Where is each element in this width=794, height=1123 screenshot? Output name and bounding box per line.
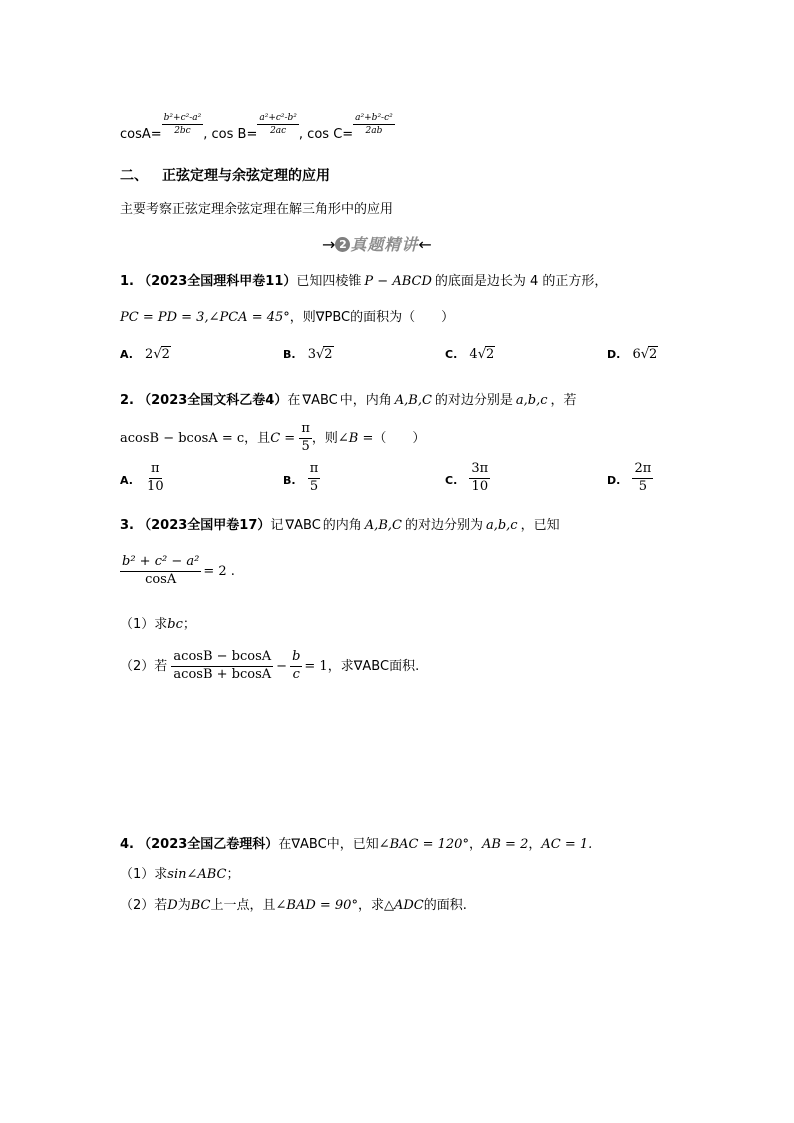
q4-part1-expr: sin∠ABC [167, 867, 227, 882]
q4-triangle: ∇ABC [291, 837, 327, 852]
question-2 [120, 389, 577, 408]
q3-part-1 [120, 613, 196, 632]
cosC-fraction [353, 113, 395, 137]
option-numerator: π [308, 462, 321, 479]
question-1 [120, 270, 607, 289]
option-coefficient: 2 [145, 347, 154, 362]
q4-number: 4. [120, 837, 134, 852]
cosA-denominator: 2bc [174, 126, 191, 137]
q2-angles: A,B,C [394, 393, 432, 408]
option-numerator: π [149, 462, 162, 479]
q3-denominator: cosA [145, 571, 177, 587]
q3-part1-end: ； [182, 617, 196, 632]
q1-option-a[interactable] [120, 346, 171, 362]
q3-part2-denominator-2: c [292, 666, 300, 682]
q3-part2-triangle: ∇ABC [353, 658, 390, 674]
q1-triangle: ∇PBC [315, 310, 351, 325]
q1-option-d[interactable] [607, 346, 658, 362]
q3-part2-numerator-2: b [290, 650, 302, 667]
section-description: 主要考察正弦定理余弦定理在解三角形中的应用 [120, 202, 394, 217]
q3-text-3: 的对边分别为 [404, 518, 483, 533]
q3-fraction [120, 555, 201, 588]
q3-part2-minus: − [276, 658, 288, 674]
option-label: B. [283, 348, 296, 361]
q1-source: （2023全国理科甲卷11） [138, 274, 297, 289]
q2-text-6: ，则 [311, 430, 338, 446]
option-label: A. [120, 348, 133, 361]
option-label: C. [445, 348, 458, 361]
question-1-line-2 [120, 306, 454, 325]
exam-banner [322, 232, 432, 255]
q1-option-b[interactable] [283, 346, 334, 362]
q3-part2-fraction [171, 650, 273, 683]
banner-arrow-right: ← [418, 235, 432, 254]
option-fraction [469, 462, 490, 495]
q4-condition-1: ∠BAC = 120° [378, 837, 469, 852]
q4-text-2: 中，已知 [326, 837, 379, 852]
q3-part-2 [120, 650, 419, 683]
q4-part2-text-1: 为 [177, 898, 191, 913]
q2-option-a[interactable] [120, 462, 166, 495]
q1-option-c[interactable] [445, 346, 495, 362]
q2-text-7: （ ） [373, 430, 426, 446]
q4-sep-2: ， [528, 837, 542, 852]
q4-part2-d: D [167, 898, 178, 913]
q2-equation: acosB − bcosA = c [120, 430, 245, 446]
q3-text-4: ，已知 [520, 518, 560, 533]
option-denominator: 10 [471, 478, 489, 494]
cosB-label: , cos B= [203, 127, 258, 142]
q1-text: 已知四棱锥 [296, 274, 362, 289]
q1-number: 1. [120, 274, 134, 289]
radicand: 2 [161, 347, 170, 362]
q3-text-2: 的内角 [322, 518, 362, 533]
q4-text: 在 [278, 837, 292, 852]
q2-text-3: 的对边分别是 [434, 393, 513, 408]
q4-source: （2023全国乙卷理科） [138, 837, 279, 852]
q3-part2-numerator: acosB − bcosA [171, 650, 273, 667]
option-fraction [632, 462, 653, 495]
q2-number: 2. [120, 393, 134, 408]
q4-part2-label: （2）若 [120, 898, 168, 913]
q1-text-2: 的底面是边长为 4 的正方形， [434, 274, 608, 289]
option-denominator: 10 [147, 478, 164, 494]
cosB-numerator: a²+c²-b² [257, 113, 299, 125]
banner-number-badge: 2 [335, 237, 350, 252]
option-fraction [145, 462, 166, 495]
question-3 [120, 514, 560, 533]
option-coefficient: 6 [632, 347, 641, 362]
radicand: 2 [485, 347, 495, 362]
q3-numerator: b² + c² − a² [120, 555, 201, 572]
option-fraction [308, 462, 321, 495]
q3-number: 3. [120, 518, 134, 533]
q3-source: （2023全国甲卷17） [138, 518, 271, 533]
banner-title: 真题精讲 [350, 235, 419, 254]
q3-sides: a,b,c [485, 518, 518, 533]
law-of-cosines-formulas [120, 113, 395, 142]
q2-c-numerator: π [299, 422, 312, 439]
q2-text: 在 [287, 393, 301, 408]
radicand: 2 [324, 347, 333, 362]
q4-part2-end: 的面积. [423, 898, 467, 913]
q2-triangle: ∇ABC [302, 393, 338, 408]
option-numerator: 3π [469, 462, 490, 479]
option-coefficient: 4 [469, 347, 478, 362]
q4-condition-3: AC = 1. [541, 837, 593, 852]
q2-source: （2023全国文科乙卷4） [138, 393, 288, 408]
question-4 [120, 833, 592, 852]
q4-part-1 [120, 863, 240, 882]
option-label: C. [445, 473, 458, 487]
q2-c-denominator: 5 [301, 438, 310, 454]
q4-part2-bc: BC [190, 898, 211, 913]
q3-part2-denominator: acosB + bcosA [173, 666, 272, 682]
q3-angles: A,B,C [364, 518, 402, 533]
q2-c-fraction [299, 422, 312, 455]
q3-part1-label: （1）求 [120, 617, 168, 632]
sqrt-symbol: √ 2 [316, 347, 333, 362]
option-label: D. [607, 348, 621, 361]
cosC-numerator: a²+b²-c² [353, 113, 395, 125]
option-coefficient: 3 [307, 347, 316, 362]
q2-option-b[interactable] [283, 462, 320, 495]
q3-text: 记 [270, 518, 284, 533]
section-heading [120, 165, 330, 185]
q3-given-equation [120, 555, 235, 588]
option-label: A. [120, 473, 133, 487]
q4-part1-end: ； [226, 867, 240, 882]
q2-option-c[interactable] [445, 462, 490, 495]
cosA-label: cosA= [120, 127, 162, 142]
cosC-denominator: 2ab [365, 126, 383, 137]
cosA-numerator: b²+c²-a² [162, 113, 204, 125]
q4-part2-condition: ∠BAD = 90° [275, 898, 358, 913]
q3-part1-expr: bc [167, 617, 183, 632]
q4-part2-triangle: △ADC [383, 898, 424, 913]
q2-b-label: ∠B = [337, 430, 374, 446]
q3-triangle: ∇ABC [285, 518, 321, 533]
q4-condition-2: AB = 2 [481, 837, 529, 852]
q2-sides: a,b,c [515, 393, 548, 408]
sqrt-symbol: √ 2 [153, 347, 170, 362]
q4-part2-text-2: 上一点，且 [210, 898, 276, 913]
q4-sep-1: ， [468, 837, 482, 852]
sqrt-symbol: √ 2 [477, 347, 495, 362]
option-numerator: 2π [632, 462, 653, 479]
q3-part2-end: 面积. [389, 658, 420, 674]
q2-option-d[interactable] [607, 462, 653, 495]
cosA-fraction [162, 113, 204, 137]
q3-part2-text: ，求 [327, 658, 354, 674]
option-label: B. [283, 473, 296, 487]
cosB-fraction [257, 113, 299, 137]
option-label: D. [607, 473, 621, 487]
banner-arrow-left: → [322, 235, 336, 254]
sqrt-symbol: √ 2 [640, 347, 658, 362]
q3-rhs: = 2 . [203, 563, 235, 579]
q2-c-label: C = [270, 430, 296, 446]
q4-part-2 [120, 894, 467, 913]
q1-text-4: 的面积为（ ） [350, 310, 455, 325]
q4-part1-label: （1）求 [120, 867, 168, 882]
q1-text-3: ，则 [289, 310, 316, 325]
section-number: 二、 [120, 168, 148, 184]
q2-text-2: 中，内角 [339, 393, 392, 408]
question-2-line-2 [120, 422, 425, 455]
q3-part2-label: （2）若 [120, 658, 168, 674]
q1-pyramid: P − ABCD [364, 274, 432, 289]
cosC-label: , cos C= [298, 127, 354, 142]
q4-part2-text-3: ，求 [357, 898, 384, 913]
section-title: 正弦定理与余弦定理的应用 [162, 168, 330, 184]
q3-part2-fraction-2 [290, 650, 302, 683]
q3-part2-rhs: = 1 [304, 658, 328, 674]
q2-text-5: ，且 [244, 430, 271, 446]
option-denominator: 5 [309, 478, 319, 494]
q1-condition: PC = PD = 3,∠PCA = 45° [120, 310, 290, 325]
cosB-denominator: 2ac [270, 126, 287, 137]
q2-text-4: ，若 [550, 393, 577, 408]
option-denominator: 5 [638, 478, 647, 494]
radicand: 2 [649, 347, 658, 362]
